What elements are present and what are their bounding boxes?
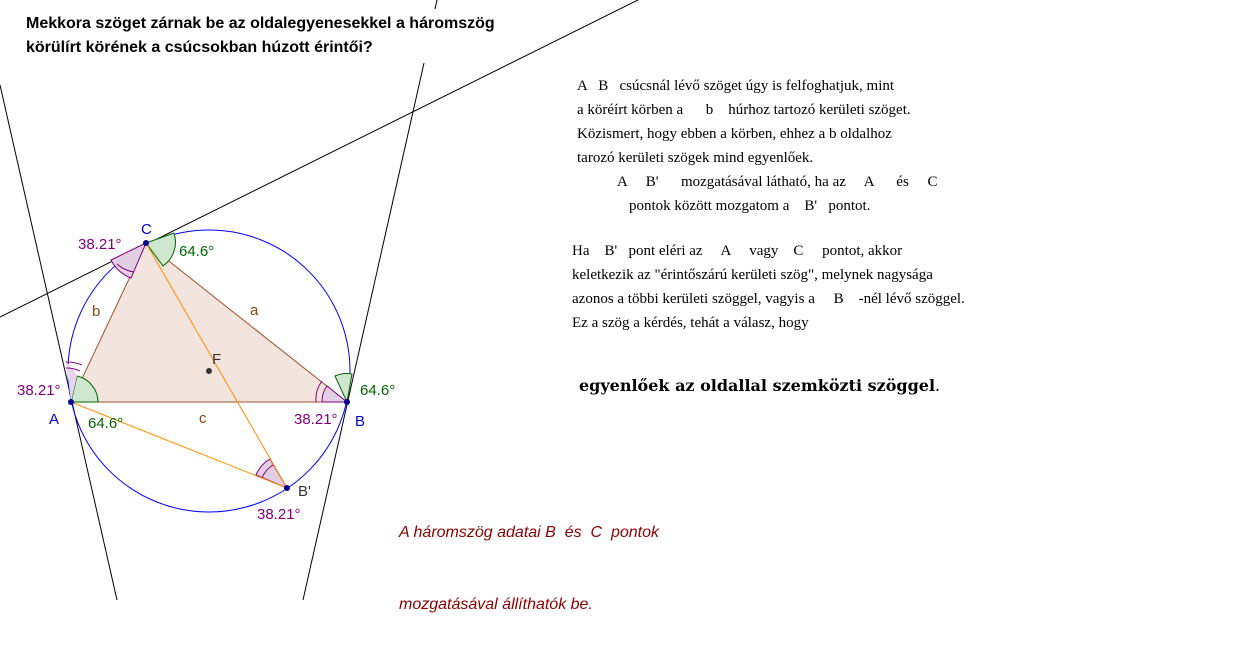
label-c: C: [141, 221, 152, 238]
explanation-p2-line-3: azonos a többi kerületi szöggel, vagyis a B -nél lévő szöggel.: [572, 291, 965, 307]
point-f: [206, 368, 212, 374]
point-a[interactable]: [68, 399, 74, 405]
angle-label-b-right: 64.6°: [360, 382, 396, 399]
angle-label-b-inner: 38.21°: [294, 411, 338, 428]
tangent-line-fragment: [435, 0, 437, 9]
point-b[interactable]: [344, 399, 350, 405]
point-c[interactable]: [143, 240, 149, 246]
angle-label-a-left: 38.21°: [17, 382, 61, 399]
explanation-line-2: a köréírt körben a b húrhoz tartozó kerületi szöget.: [577, 102, 911, 118]
conclusion-period: .: [935, 376, 941, 395]
explanation-line-6: pontok között mozgatom a B' pontot.: [629, 198, 871, 214]
explanation-line-3: Közismert, hogy ebben a körben, ehhez a b oldalhoz: [577, 126, 892, 142]
explanation-line-1: A B csúcsnál lévő szöget úgy is felfoghatjuk, mint: [577, 78, 895, 94]
conclusion-main: egyenlőek az oldallal szemközti szöggel: [579, 376, 936, 395]
title-line-2: körülírt körének a csúcsokban húzott érintői?: [26, 39, 373, 56]
question-title: [26, 12, 495, 60]
angle-label-bprime: 38.21°: [257, 506, 301, 523]
explanation-p2-line-1: Ha B' pont eléri az A vagy C pontot, akkor: [572, 243, 903, 259]
conclusion-text: [579, 376, 940, 395]
title-line-1: Mekkora szöget zárnak be az oldalegyenesekkel a háromszög: [26, 15, 495, 32]
label-side-c: c: [199, 410, 207, 427]
angle-label-c-right: 64.6°: [179, 243, 215, 260]
label-side-b: b: [92, 303, 101, 320]
label-bprime: B': [298, 483, 311, 500]
explanation-p2-line-4: Ez a szög a kérdés, tehát a válasz, hogy: [572, 315, 809, 331]
angle-label-c-tangent: 38.21°: [78, 236, 122, 253]
hint-line-1: A háromszög adatai B és C pontok: [399, 524, 659, 541]
triangle-abc: [71, 243, 347, 402]
label-b: B: [355, 413, 366, 430]
hint-line-2: mozgatásával állíthatók be.: [399, 596, 593, 613]
explanation-p2-line-2: keletkezik az "érintőszárú kerületi szög", melynek nagysága: [572, 267, 933, 283]
explanation-line-5: A B' mozgatásával látható, ha az A és C: [617, 174, 938, 190]
angle-label-a-inner: 64.6°: [88, 415, 124, 432]
angle-bprime-marker: [256, 459, 287, 488]
hint-text: [399, 473, 659, 665]
point-bprime[interactable]: [284, 485, 290, 491]
label-f: F: [212, 351, 222, 368]
label-side-a: a: [250, 302, 259, 319]
label-a: A: [49, 411, 60, 428]
explanation-line-4: tarozó kerületi szögek mind egyenlőek.: [577, 150, 814, 166]
